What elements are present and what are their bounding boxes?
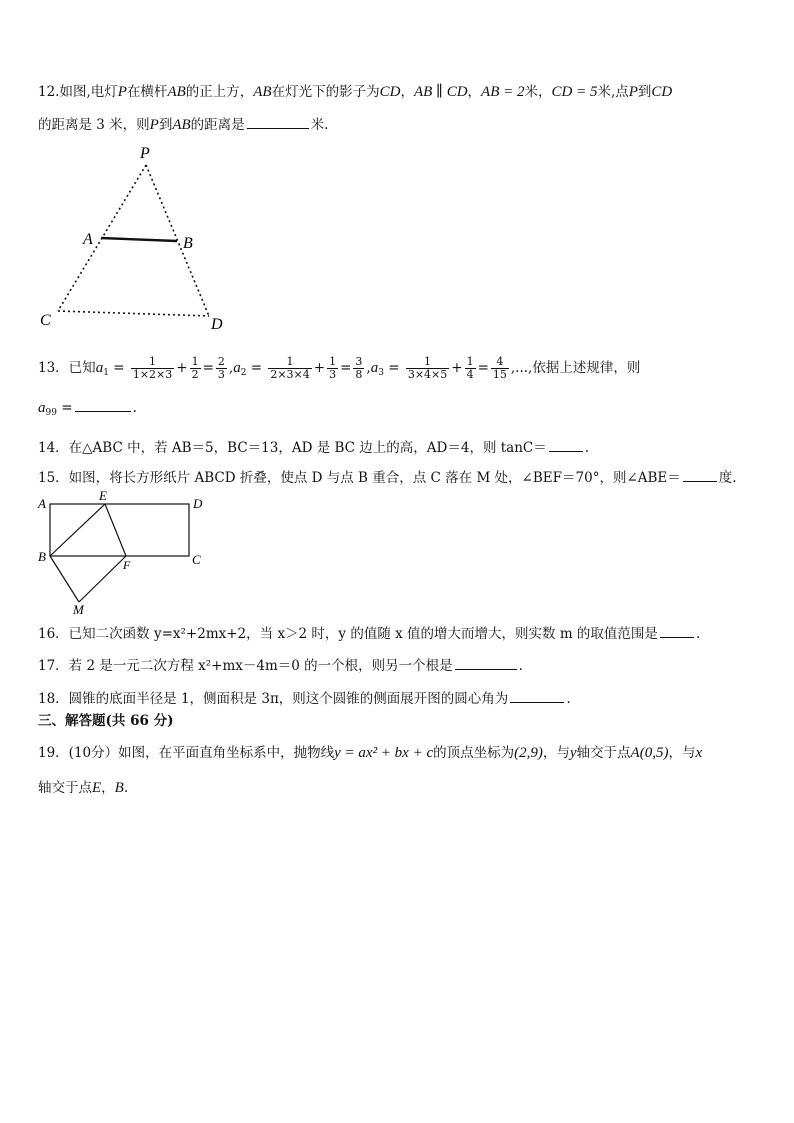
figure-q15-rectangle (30, 490, 220, 618)
label-D: D (211, 316, 223, 333)
answer-blank-15 (683, 468, 717, 482)
answer-blank-17 (455, 656, 517, 670)
section-3-title: 三、解答题(共 66 分) (38, 713, 174, 729)
q12-line1: 12.如图,电灯P在横杆AB的正上方，AB在灯光下的影子为CD，AB ∥ CD，AB = 2米，CD = 5米,点P到CD (38, 84, 673, 100)
answer-blank-14 (549, 438, 583, 452)
figure-q12-triangle (30, 140, 230, 340)
q18-line: 18．圆锥的底面半径是 1，侧面积是 3π，则这个圆锥的侧面展开图的圆心角为 . (38, 691, 571, 707)
answer-blank-13 (75, 398, 131, 412)
label-A: A (83, 231, 93, 248)
label-F: F (123, 558, 131, 572)
q17-line: 17．若 2 是一元二次方程 x²+mx－4m＝0 的一个根，则另一个根是 . (38, 658, 523, 674)
line-MF (79, 556, 126, 602)
q14-line: 14．在△ABC 中，若 AB＝5，BC＝13，AD 是 BC 边上的高，AD＝4，则 tanC＝ . (38, 440, 590, 456)
q19-line1: 19．(10分）如图，在平面直角坐标系中，抛物线y = ax² + bx + c的顶点坐标为(2,9)，与y轴交于点A(0,5)，与x (38, 745, 703, 761)
label-A: A (38, 496, 46, 511)
label-P: P (140, 145, 150, 162)
label-C: C (192, 552, 201, 567)
answer-blank-18 (510, 689, 564, 703)
q13-line1: 13．已知$a_1$ = $\frac{1}{1\times 2\times 3}$ + $\frac{1}{2}$ = $\frac{2}{3}$ $,a_2$ = $\frac{1}{2\times 3\times 4}$ + $\frac{1}{3}$ = $\frac{3}{8}$ $,a_3$ = $\frac{1}{3\times 4\times 5}$ + $\frac{1}{4}$ = $\frac{4}{15}$ ,...,依据上述规律，则 (38, 355, 641, 381)
line-BM (50, 556, 79, 602)
label-D: D (193, 496, 203, 511)
q19-line2: 轴交于点E，B. (38, 780, 129, 796)
frac-1: $\frac{1}{1\times 2\times 3}$ (132, 355, 173, 381)
q12-line2: 的距离是 3 米，则P到AB的距离是 米. (38, 117, 329, 133)
answer-blank-12 (247, 115, 309, 129)
q13-line2: $a_{99}$ = . (38, 400, 137, 418)
label-E: E (99, 490, 107, 503)
line-CD (58, 311, 209, 316)
line-EF (105, 504, 126, 556)
line-BE (50, 504, 105, 556)
label-B: B (183, 235, 193, 252)
rect-ABCD (50, 504, 189, 556)
label-M: M (73, 602, 84, 617)
answer-blank-16 (660, 624, 694, 638)
q15-line: 15．如图，将长方形纸片 ABCD 折叠，使点 D 与点 B 重合，点 C 落在 M 处，∠BEF＝70°，则∠ABE＝ 度. (38, 470, 737, 486)
label-C: C (40, 312, 51, 329)
q16-line: 16．已知二次函数 y=x²+2mx+2，当 x＞2 时，y 的值随 x 值的增大而增大，则实数 m 的取值范围是 . (38, 626, 701, 642)
label-B: B (38, 549, 46, 564)
line-AB (101, 238, 177, 241)
